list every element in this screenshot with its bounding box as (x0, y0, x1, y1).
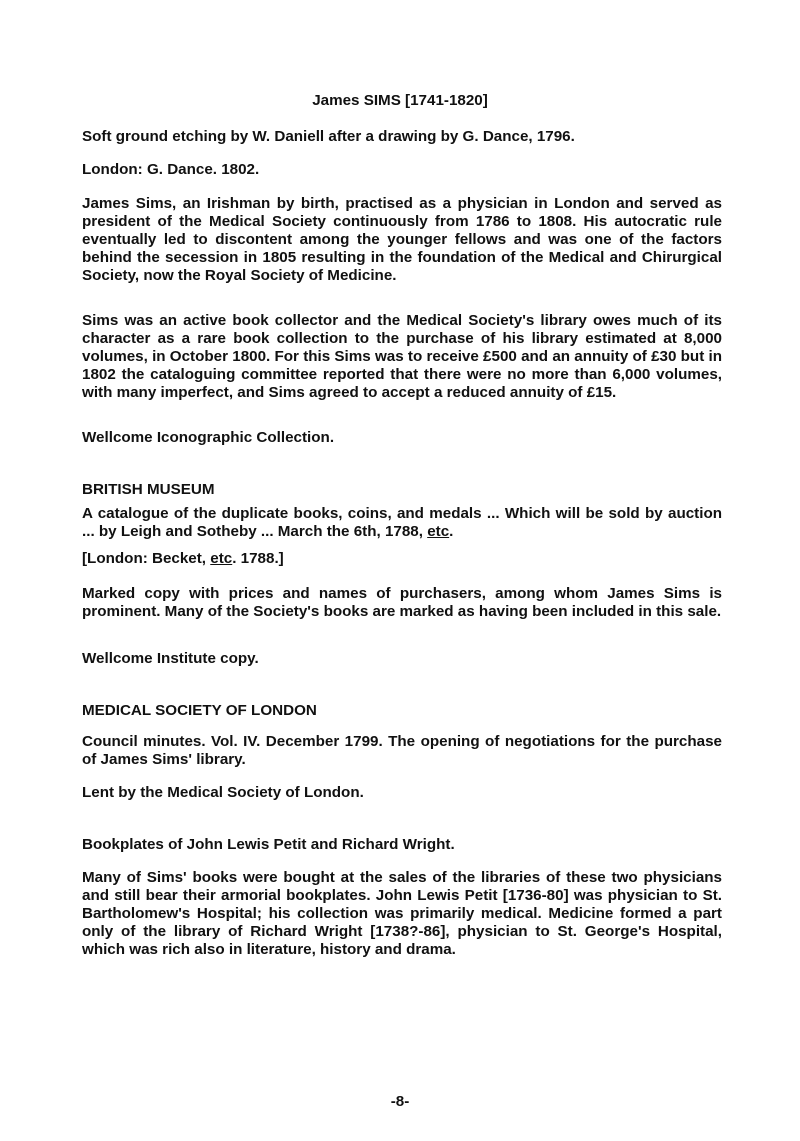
page-number: -8- (390, 1093, 410, 1110)
sims-caption: Soft ground etching by W. Daniell after a drawing by G. Dance, 1796. (82, 128, 575, 145)
sims-imprint: London: G. Dance. 1802. (82, 161, 260, 178)
sims-library-paragraph: Sims was an active book collector and the Medical Society's library owes much of its character as a rare book collection to the purchase of his library estimated at 8,000 volumes, in October 1800. For this Sims was to receive £500 and an annuity of £30 but in 1802 the cataloguing committee reported that there were no more than 6,000 volumes, with many imperfect, and Sims agreed to accept a reduced annuity of £15. (82, 312, 722, 401)
british-museum-entry-text: A catalogue of the duplicate books, coins, and medals ... Which will be sold by auction ... by Leigh and Sotheby ... March the 6th, 1788, (82, 505, 722, 540)
medical-society-entry: Council minutes. Vol. IV. December 1799. The opening of negotiations for the purchase of James Sims' library. (82, 733, 722, 768)
sims-source: Wellcome Iconographic Collection. (82, 429, 335, 446)
medical-society-source: Lent by the Medical Society of London. (82, 784, 364, 801)
sims-biography: James Sims, an Irishman by birth, practised as a physician in London and served as president of the Medical Society continuously from 1786 to 1808. His autocratic rule eventually led to discontent among the younger fellows and was one of the factors behind the secession in 1805 resulting in the foundation of the Medical and Chirurgical Society, now the Royal Society of Medicine. (82, 195, 722, 284)
british-museum-imprint-end: . 1788.] (232, 550, 284, 567)
british-museum-imprint-start: [London: Becket, (82, 550, 207, 567)
british-museum-imprint (82, 550, 722, 568)
medical-society-heading: MEDICAL SOCIETY OF LONDON (82, 702, 317, 719)
page-title: James SIMS [1741-1820] (312, 92, 488, 109)
british-museum-entry (82, 505, 722, 541)
british-museum-heading: BRITISH MUSEUM (82, 481, 215, 498)
british-museum-entry-end: . (449, 523, 454, 540)
bookplates-heading: Bookplates of John Lewis Petit and Richard Wright. (82, 836, 455, 853)
bookplates-paragraph: Many of Sims' books were bought at the sales of the libraries of these two physicians and still bear their armorial bookplates. John Lewis Petit [1736-80] was physician to St. Bartholomew's Hospital; his collection was primarily medical. Medicine formed a part only of the library of Richard Wright [1738?-86], physician to St. George's Hospital, which was rich also in literature, history and drama. (82, 869, 722, 958)
british-museum-imprint-etc: etc (210, 550, 233, 567)
british-museum-note: Marked copy with prices and names of purchasers, among whom James Sims is prominent. Many of the Society's books are marked as having been included in this sale. (82, 585, 722, 620)
british-museum-source: Wellcome Institute copy. (82, 650, 259, 667)
british-museum-entry-etc: etc (427, 523, 450, 540)
